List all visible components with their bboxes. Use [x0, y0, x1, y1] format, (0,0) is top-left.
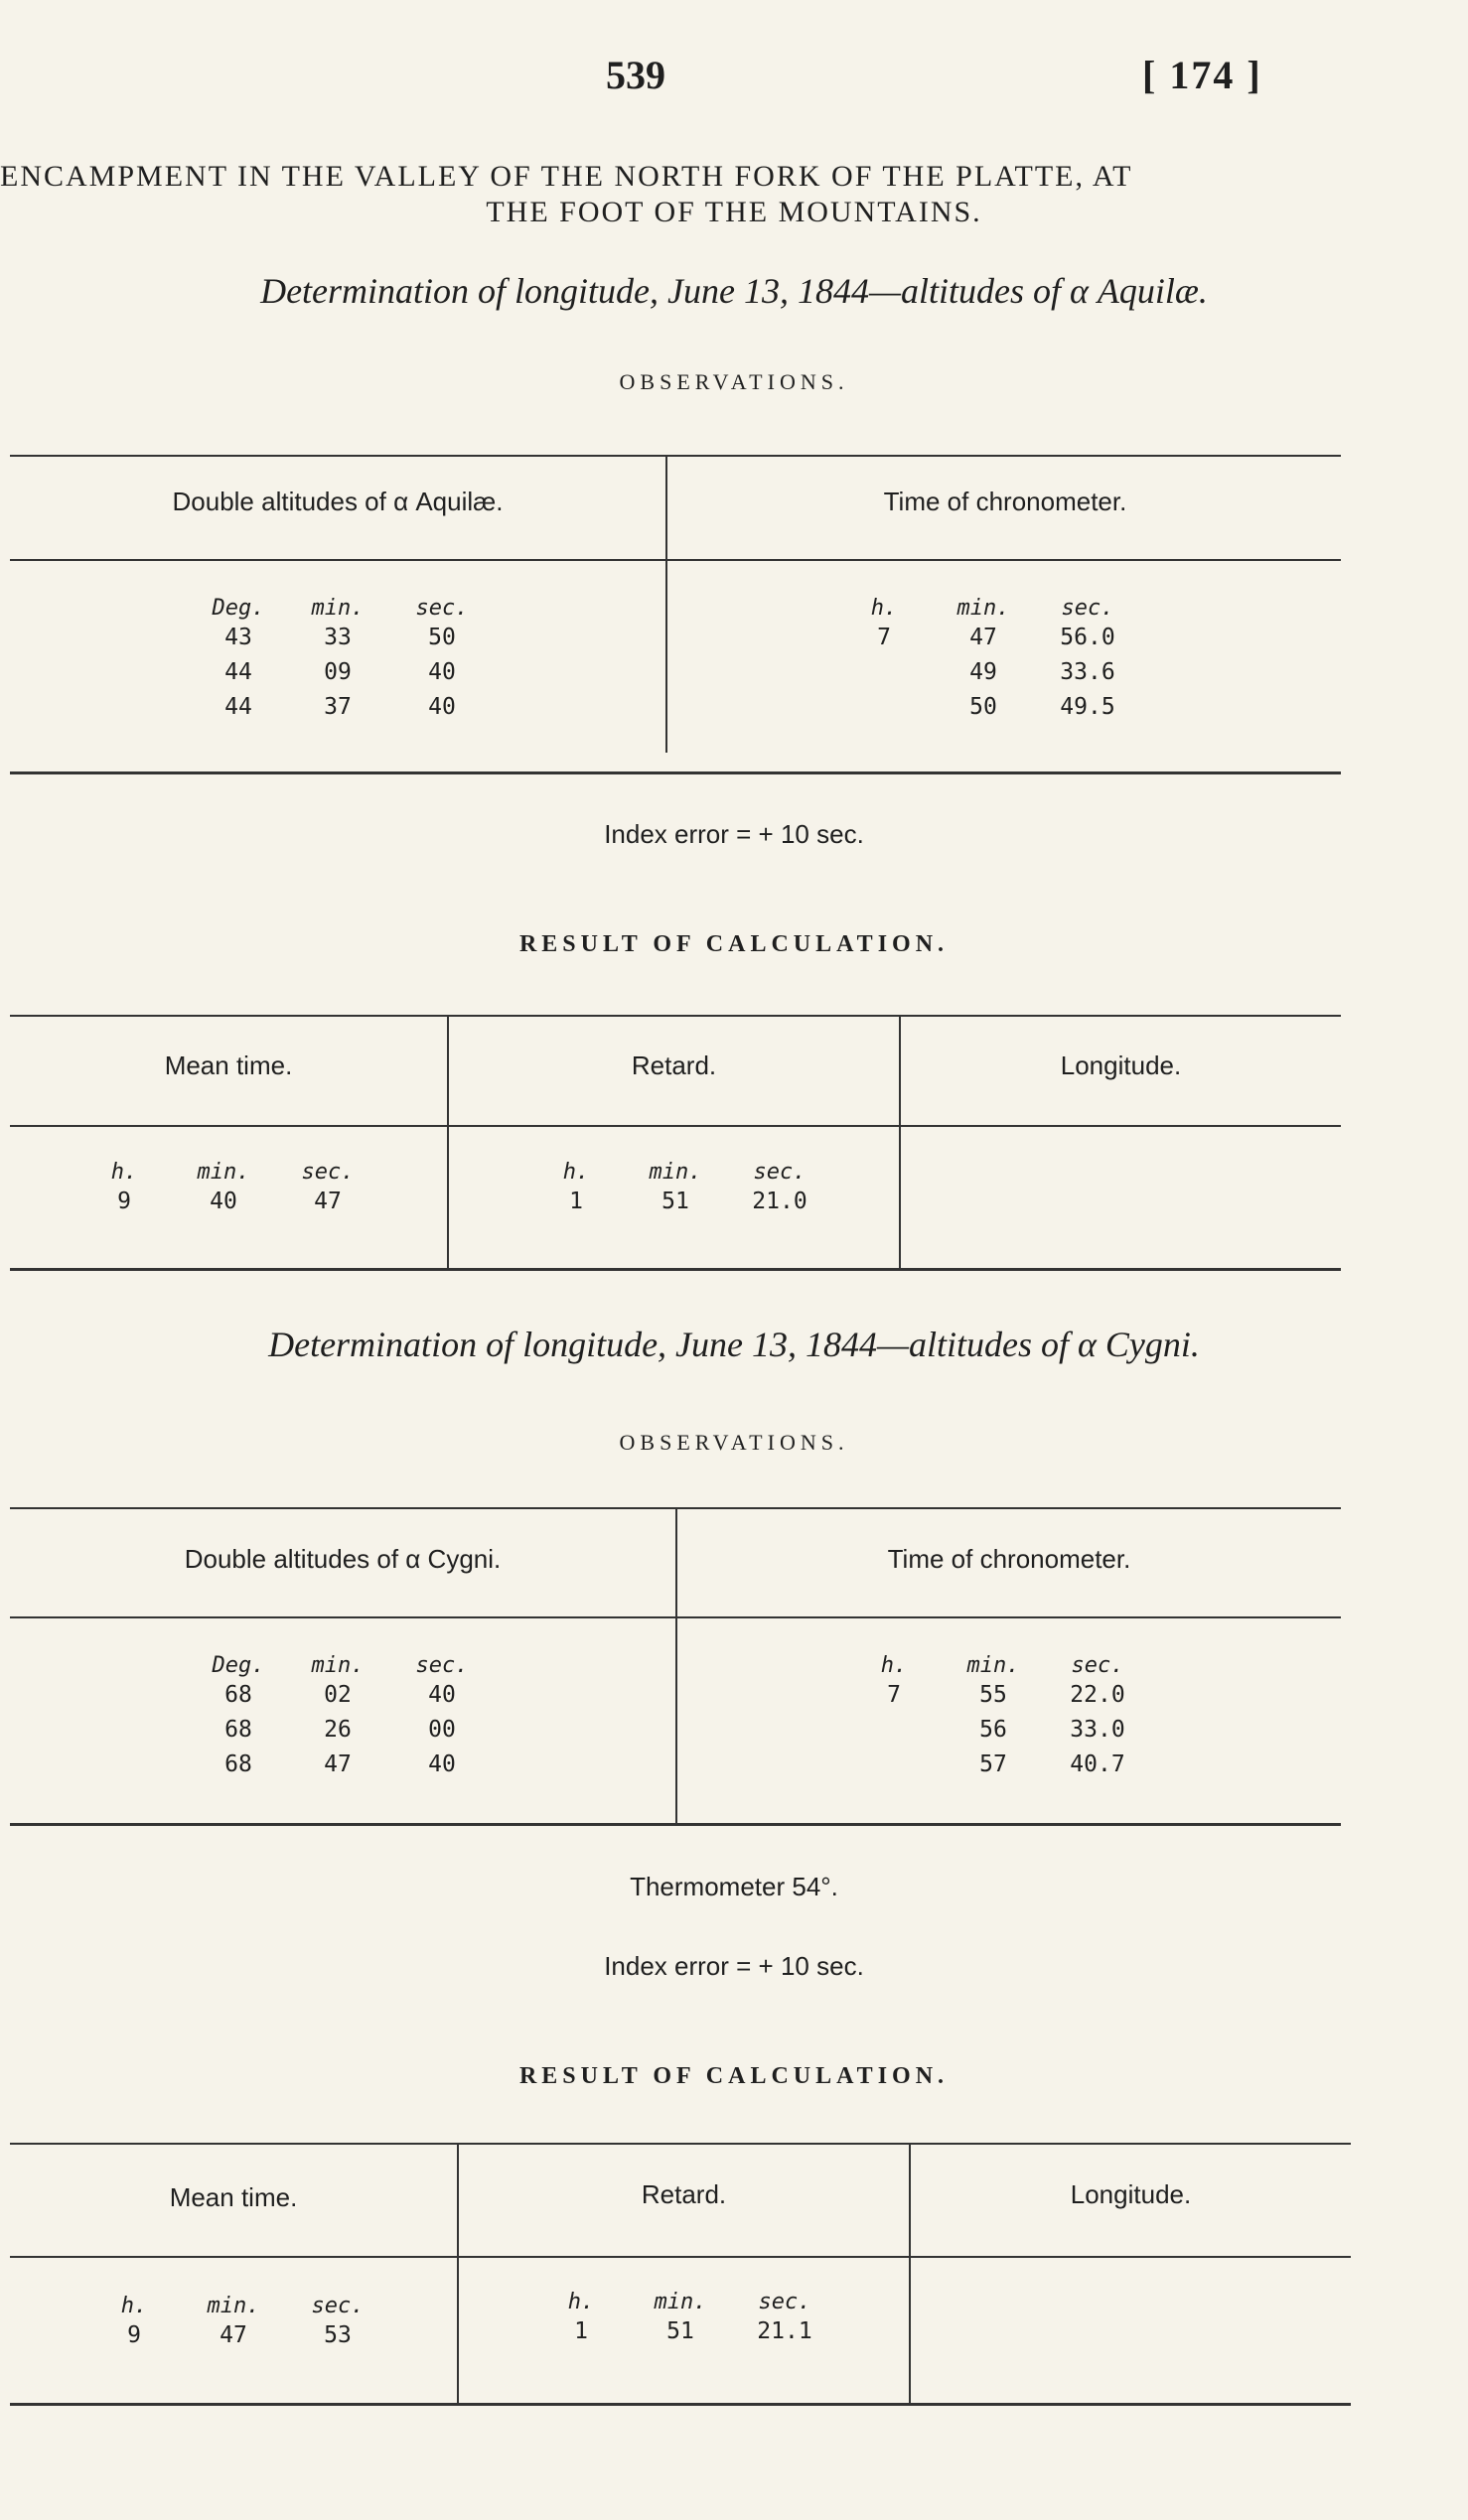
- unit-label: h.: [110, 1160, 138, 1185]
- cell: 21.0: [752, 1189, 807, 1214]
- unit-label: sec.: [415, 1653, 469, 1678]
- cygni-thermometer: Thermometer 54°.: [630, 1872, 838, 1901]
- cell: 09: [324, 659, 352, 685]
- cell: 1: [574, 2318, 588, 2344]
- heading-line-1: ENCAMPMENT IN THE VALLEY OF THE NORTH FORK OF THE PLATTE, AT: [0, 160, 1133, 193]
- page-heading: [0, 159, 1468, 230]
- cell: 50: [969, 694, 997, 720]
- unit-label: min.: [966, 1653, 1020, 1678]
- aquilae-altitude-header: Double altitudes of α Aquilæ.: [172, 487, 504, 516]
- aquilae-determination: Determination of longitude, June 13, 1844—altitudes of α Aquilæ.: [260, 271, 1208, 311]
- cell: 33.6: [1060, 659, 1115, 685]
- cell: 40: [428, 694, 456, 720]
- cell: 33: [324, 625, 352, 650]
- unit-label: min.: [654, 2290, 707, 2314]
- table-rule: [10, 455, 1341, 457]
- cygni-mean-time: [89, 2294, 387, 2353]
- unit-row: [89, 2294, 387, 2318]
- table-row: [839, 690, 1137, 725]
- table-row: [849, 1678, 1147, 1713]
- cell: 55: [979, 1682, 1007, 1708]
- cell: 7: [877, 625, 891, 650]
- unit-row: [194, 596, 492, 621]
- cell: 00: [428, 1717, 456, 1743]
- aquilae-retard: [531, 1160, 829, 1219]
- cygni-altitude-header: Double altitudes of α Cygni.: [184, 1544, 502, 1574]
- table-row: [194, 1713, 492, 1748]
- cell: 33.0: [1070, 1717, 1125, 1743]
- cell: 47: [314, 1189, 342, 1214]
- cygni-index-error: Index error = + 10 sec.: [604, 1951, 864, 1981]
- cell: 44: [224, 659, 252, 685]
- cell: 56: [979, 1717, 1007, 1743]
- unit-label: min.: [956, 596, 1010, 621]
- table-row: [89, 2318, 387, 2353]
- table-row: [536, 2314, 834, 2349]
- aquilae-result-label: RESULT OF CALCULATION.: [518, 931, 950, 957]
- cell: 40: [428, 1682, 456, 1708]
- table-rule: [10, 2403, 1351, 2406]
- cell: [839, 690, 929, 725]
- table-row: [849, 1713, 1147, 1748]
- cygni-altitude-data: [194, 1653, 492, 1782]
- heading-line-2: THE FOOT OF THE MOUNTAINS.: [486, 196, 982, 228]
- cell: 49: [969, 659, 997, 685]
- cell: 49.5: [1060, 694, 1115, 720]
- aquilae-altitude-data: [194, 596, 492, 725]
- table-rule: [10, 771, 1341, 774]
- cell: 40: [428, 659, 456, 685]
- cell: 47: [220, 2322, 247, 2348]
- aquilae-time-header: Time of chronometer.: [883, 487, 1127, 516]
- cygni-time-header: Time of chronometer.: [887, 1544, 1131, 1574]
- cell: 37: [324, 694, 352, 720]
- cell: 26: [324, 1717, 352, 1743]
- unit-row: [531, 1160, 829, 1185]
- cygni-observations-label: OBSERVATIONS.: [619, 1430, 849, 1455]
- unit-label: min.: [311, 1653, 365, 1678]
- cell: 1: [569, 1189, 583, 1214]
- cell: 53: [324, 2322, 352, 2348]
- unit-label: sec.: [753, 1160, 807, 1185]
- table-row: [839, 655, 1137, 690]
- unit-label: h.: [870, 596, 898, 621]
- table-row: [194, 1678, 492, 1713]
- cell: 57: [979, 1751, 1007, 1777]
- unit-label: min.: [311, 596, 365, 621]
- table-rule: [10, 1616, 1341, 1618]
- unit-label: Deg.: [212, 1653, 265, 1678]
- aquilae-mean-time: [79, 1160, 377, 1219]
- section-number: [ 174 ]: [1142, 53, 1262, 97]
- table-row: [194, 655, 492, 690]
- table-rule: [10, 1015, 1341, 1017]
- table-rule: [10, 1823, 1341, 1826]
- unit-label: min.: [207, 2294, 260, 2318]
- cell: 68: [224, 1717, 252, 1743]
- unit-label: h.: [562, 1160, 590, 1185]
- unit-label: h.: [120, 2294, 148, 2318]
- unit-label: sec.: [415, 596, 469, 621]
- table-rule: [10, 1268, 1341, 1271]
- unit-label: sec.: [1071, 1653, 1124, 1678]
- mean-time-header: Mean time.: [169, 2182, 298, 2212]
- retard-header: Retard.: [641, 2179, 727, 2209]
- cell: [839, 655, 929, 690]
- unit-label: sec.: [1061, 596, 1114, 621]
- cell: 51: [666, 2318, 694, 2344]
- table-row: [839, 621, 1137, 655]
- page-number: 539: [606, 53, 665, 97]
- cell: 47: [324, 1751, 352, 1777]
- longitude-header: Longitude.: [1060, 1050, 1182, 1080]
- cell: 44: [224, 694, 252, 720]
- cell: 43: [224, 625, 252, 650]
- unit-label: sec.: [758, 2290, 811, 2314]
- cell: 51: [661, 1189, 689, 1214]
- unit-label: sec.: [301, 1160, 355, 1185]
- table-rule: [10, 1125, 1341, 1127]
- table-row: [849, 1748, 1147, 1782]
- table-row: [194, 1748, 492, 1782]
- unit-row: [194, 1653, 492, 1678]
- cell: [849, 1713, 939, 1748]
- table-row: [79, 1185, 377, 1219]
- cell: 68: [224, 1682, 252, 1708]
- unit-label: Deg.: [212, 596, 265, 621]
- cygni-result-label: RESULT OF CALCULATION.: [518, 2063, 950, 2089]
- cell: 9: [117, 1189, 131, 1214]
- unit-label: min.: [649, 1160, 702, 1185]
- aquilae-time-data: [839, 596, 1137, 725]
- unit-row: [536, 2290, 834, 2314]
- cell: 02: [324, 1682, 352, 1708]
- cell: 9: [127, 2322, 141, 2348]
- cell: 22.0: [1070, 1682, 1125, 1708]
- cygni-determination: Determination of longitude, June 13, 1844—altitudes of α Cygni.: [268, 1325, 1200, 1364]
- longitude-header: Longitude.: [1070, 2179, 1192, 2209]
- retard-header: Retard.: [631, 1050, 717, 1080]
- cell: 50: [428, 625, 456, 650]
- aquilae-observations-label: OBSERVATIONS.: [619, 369, 849, 394]
- unit-row: [79, 1160, 377, 1185]
- aquilae-index-error: Index error = + 10 sec.: [604, 819, 864, 849]
- cell: [849, 1748, 939, 1782]
- table-rule: [10, 2256, 1351, 2258]
- table-rule: [10, 2143, 1351, 2145]
- unit-row: [839, 596, 1137, 621]
- table-row: [531, 1185, 829, 1219]
- unit-label: h.: [880, 1653, 908, 1678]
- cell: 40: [428, 1751, 456, 1777]
- cell: 47: [969, 625, 997, 650]
- table-row: [194, 621, 492, 655]
- table-rule: [10, 559, 1341, 561]
- cell: 40.7: [1070, 1751, 1125, 1777]
- cell: 56.0: [1060, 625, 1115, 650]
- mean-time-header: Mean time.: [164, 1050, 293, 1080]
- cygni-time-data: [849, 1653, 1147, 1782]
- cell: 7: [887, 1682, 901, 1708]
- cygni-retard: [536, 2290, 834, 2349]
- unit-label: sec.: [311, 2294, 365, 2318]
- table-row: [194, 690, 492, 725]
- cell: 68: [224, 1751, 252, 1777]
- cell: 21.1: [757, 2318, 812, 2344]
- cell: 40: [210, 1189, 237, 1214]
- unit-row: [849, 1653, 1147, 1678]
- unit-label: h.: [567, 2290, 595, 2314]
- unit-label: min.: [197, 1160, 250, 1185]
